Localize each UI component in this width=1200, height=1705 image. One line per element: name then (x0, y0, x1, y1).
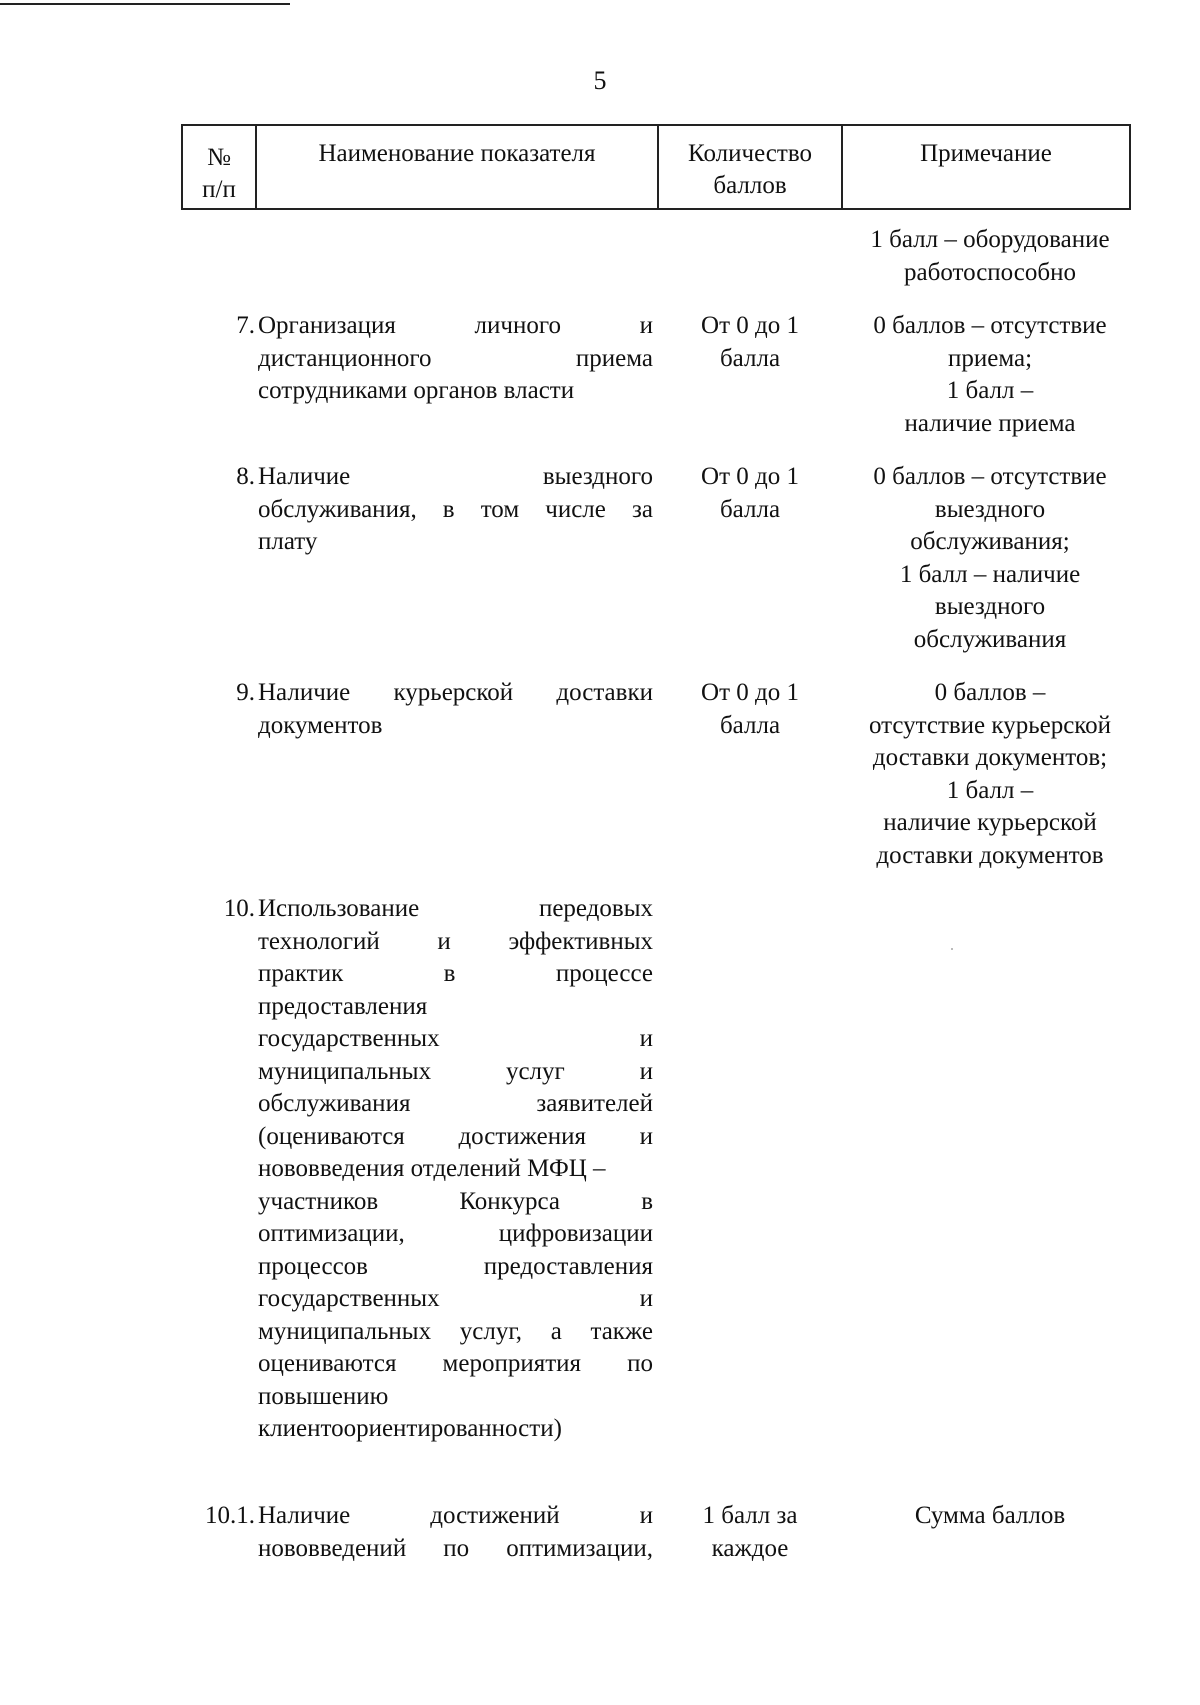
indicator-name-word: цифровизации (498, 1220, 653, 1247)
header-name-column: Наименование показателя (257, 126, 659, 208)
indicator-name-line (258, 494, 653, 527)
indicator-name-line (258, 1088, 653, 1121)
indicator-name-word: а (550, 1317, 562, 1345)
indicator-name-word: муниципальных (258, 1317, 432, 1345)
header-number-label: п/п (202, 176, 236, 203)
points-line: От 0 до 1 (701, 679, 799, 706)
row-points (665, 461, 835, 526)
points-line: 1 балл за (702, 1502, 798, 1529)
header-number-symbol: № (207, 144, 231, 171)
indicator-name-word: повышению (258, 1382, 389, 1410)
row-indicator-name (258, 310, 653, 408)
indicator-name-line (258, 343, 653, 376)
row-note (840, 677, 1140, 872)
indicator-name-word: технологий (258, 927, 380, 955)
note-line: Сумма баллов (914, 1502, 1066, 1529)
points-line: От 0 до 1 (701, 312, 799, 339)
indicator-name-word: оптимизации, (506, 1534, 653, 1562)
note-line: 0 баллов – отсутствие (873, 463, 1107, 490)
indicator-name-word: по (443, 1534, 470, 1562)
indicator-name-line (258, 710, 653, 743)
indicator-name-word: за (631, 495, 653, 523)
indicator-name-line (258, 461, 653, 494)
table-header (181, 124, 1131, 210)
indicator-name-word: оцениваются (258, 1350, 397, 1377)
indicator-name-word: государственных (258, 1285, 440, 1312)
carryover-note-line: работоспособно (904, 258, 1076, 286)
note-line: отсутствие курьерской (868, 711, 1112, 739)
indicator-name-word: нововведения отделений МФЦ – (258, 1155, 606, 1182)
header-points-line-2: баллов (713, 172, 787, 199)
indicator-name-word: нововведений (258, 1534, 407, 1562)
indicator-name-word: предоставления (483, 1252, 653, 1280)
header-points-line-1: Количество (688, 140, 812, 167)
indicator-name-word: документов (258, 711, 383, 739)
row-indicator-name (258, 461, 653, 559)
note-line: 1 балл – (946, 776, 1034, 804)
page-number: 5 (593, 66, 607, 95)
indicator-name-word: дистанционного (258, 344, 432, 372)
note-line: 1 балл – (946, 377, 1034, 404)
note-line: 0 баллов – отсутствие (873, 312, 1107, 339)
note-line: приема; (947, 344, 1033, 372)
row-indicator-name (258, 893, 653, 1446)
indicator-name-word: обслуживания, (258, 495, 417, 523)
points-line: балла (719, 344, 781, 372)
indicator-name-line (258, 1533, 653, 1566)
points-line: От 0 до 1 (701, 463, 799, 490)
indicator-name-word: Наличие (258, 1502, 351, 1529)
indicator-name-word: Наличие (258, 679, 351, 706)
indicator-name-word: услуг (505, 1057, 565, 1085)
carryover-note (840, 224, 1140, 289)
row-number: 8. (236, 463, 255, 490)
indicator-name-word: мероприятия (442, 1350, 582, 1377)
indicator-name-word: доставки (556, 679, 653, 706)
indicator-name-word: процессе (555, 960, 653, 987)
indicator-name-word: и (639, 312, 653, 339)
indicator-name-word: обслуживания (258, 1090, 411, 1117)
row-points (665, 1500, 835, 1565)
indicator-name-word: эффективных (508, 927, 653, 955)
header-number-column (183, 126, 257, 208)
indicator-name-word: достижения (458, 1122, 586, 1150)
indicator-name-word: заявителей (536, 1090, 653, 1117)
indicator-name-word: и (639, 1502, 653, 1529)
indicator-name-word: в (641, 1187, 653, 1215)
indicator-name-word: участников (258, 1187, 379, 1215)
row-number: 9. (236, 679, 255, 706)
note-line: 0 баллов – (934, 679, 1046, 706)
indicator-name-word: Наличие (258, 463, 351, 490)
note-line: выездного (934, 495, 1046, 523)
indicator-name-line (258, 310, 653, 343)
indicator-name-line (258, 1413, 653, 1446)
indicator-name-word: том (480, 495, 520, 523)
points-line: каждое (711, 1534, 789, 1562)
indicator-name-line (258, 926, 653, 959)
indicator-name-line (258, 1251, 653, 1284)
indicator-name-word: и (639, 1025, 653, 1052)
indicator-name-word: личного (474, 312, 561, 339)
indicator-name-word: Конкурса (459, 1187, 560, 1215)
indicator-name-word: муниципальных (258, 1057, 432, 1085)
note-line: обслуживания; (910, 528, 1070, 555)
indicator-name-line (258, 1153, 653, 1186)
indicator-name-line (258, 1283, 653, 1316)
row-number: 10. (223, 895, 255, 922)
row-note (840, 461, 1140, 656)
indicator-name-word: в (442, 495, 455, 523)
row-note (840, 1500, 1140, 1533)
scan-edge-rule (0, 3, 290, 5)
row-points (665, 310, 835, 375)
indicator-name-line (258, 677, 653, 710)
indicator-name-word: числе (545, 495, 606, 523)
indicator-name-line (258, 526, 653, 559)
points-line: балла (719, 495, 781, 523)
indicator-name-line (258, 1218, 653, 1251)
indicator-name-word: Организация (258, 312, 396, 339)
scan-speck (951, 948, 953, 950)
indicator-name-line (258, 958, 653, 991)
note-line: наличие приема (904, 409, 1076, 437)
indicator-name-word: в (443, 960, 456, 987)
indicator-name-word: выездного (542, 463, 653, 490)
indicator-name-word: курьерской (393, 679, 514, 706)
row-note (840, 310, 1140, 440)
indicator-name-word: и (437, 927, 451, 955)
indicator-name-line (258, 893, 653, 926)
indicator-name-word: государственных (258, 1025, 440, 1052)
indicator-name-word: практик (258, 960, 344, 987)
indicator-name-word: Использование (258, 895, 420, 922)
indicator-name-line (258, 375, 653, 408)
indicator-name-line (258, 991, 653, 1024)
indicator-name-line (258, 1186, 653, 1219)
indicator-name-line (258, 1381, 653, 1414)
row-points (665, 677, 835, 742)
note-line: 1 балл – наличие (899, 560, 1081, 588)
indicator-name-line (258, 1056, 653, 1089)
note-line: доставки документов (876, 841, 1104, 869)
indicator-name-word: и (639, 1122, 653, 1150)
header-points-column (659, 126, 843, 208)
row-indicator-name (258, 1500, 653, 1565)
indicator-name-word: процессов (258, 1252, 368, 1280)
carryover-note-line: 1 балл – оборудование (870, 226, 1110, 253)
indicator-name-word: клиентоориентированности) (258, 1415, 562, 1442)
row-number: 10.1. (205, 1502, 255, 1529)
header-note-column: Примечание (920, 140, 1052, 167)
indicator-name-word: передовых (538, 895, 653, 922)
indicator-name-line (258, 1500, 653, 1533)
indicator-name-word: сотрудниками органов власти (258, 377, 575, 404)
indicator-name-line (258, 1316, 653, 1349)
indicator-name-word: достижений (430, 1502, 560, 1529)
indicator-name-word: услуг, (459, 1317, 523, 1345)
indicator-name-word: приема (575, 344, 653, 372)
row-number: 7. (236, 312, 255, 339)
indicator-name-word: оптимизации, (258, 1220, 405, 1247)
indicator-name-word: плату (258, 528, 318, 555)
indicator-name-line (258, 1023, 653, 1056)
indicator-name-word: по (627, 1350, 653, 1377)
row-indicator-name (258, 677, 653, 742)
note-line: обслуживания (913, 625, 1067, 653)
indicator-name-word: (оцениваются (258, 1122, 405, 1150)
points-line: балла (719, 711, 781, 739)
indicator-name-word: и (639, 1057, 653, 1085)
indicator-name-line (258, 1121, 653, 1154)
indicator-name-line (258, 1348, 653, 1381)
indicator-name-word: и (639, 1285, 653, 1312)
note-line: наличие курьерской (883, 809, 1097, 836)
note-line: выездного (934, 593, 1046, 620)
indicator-name-word: также (590, 1317, 653, 1345)
indicator-name-word: предоставления (258, 992, 428, 1020)
note-line: доставки документов; (872, 744, 1108, 771)
